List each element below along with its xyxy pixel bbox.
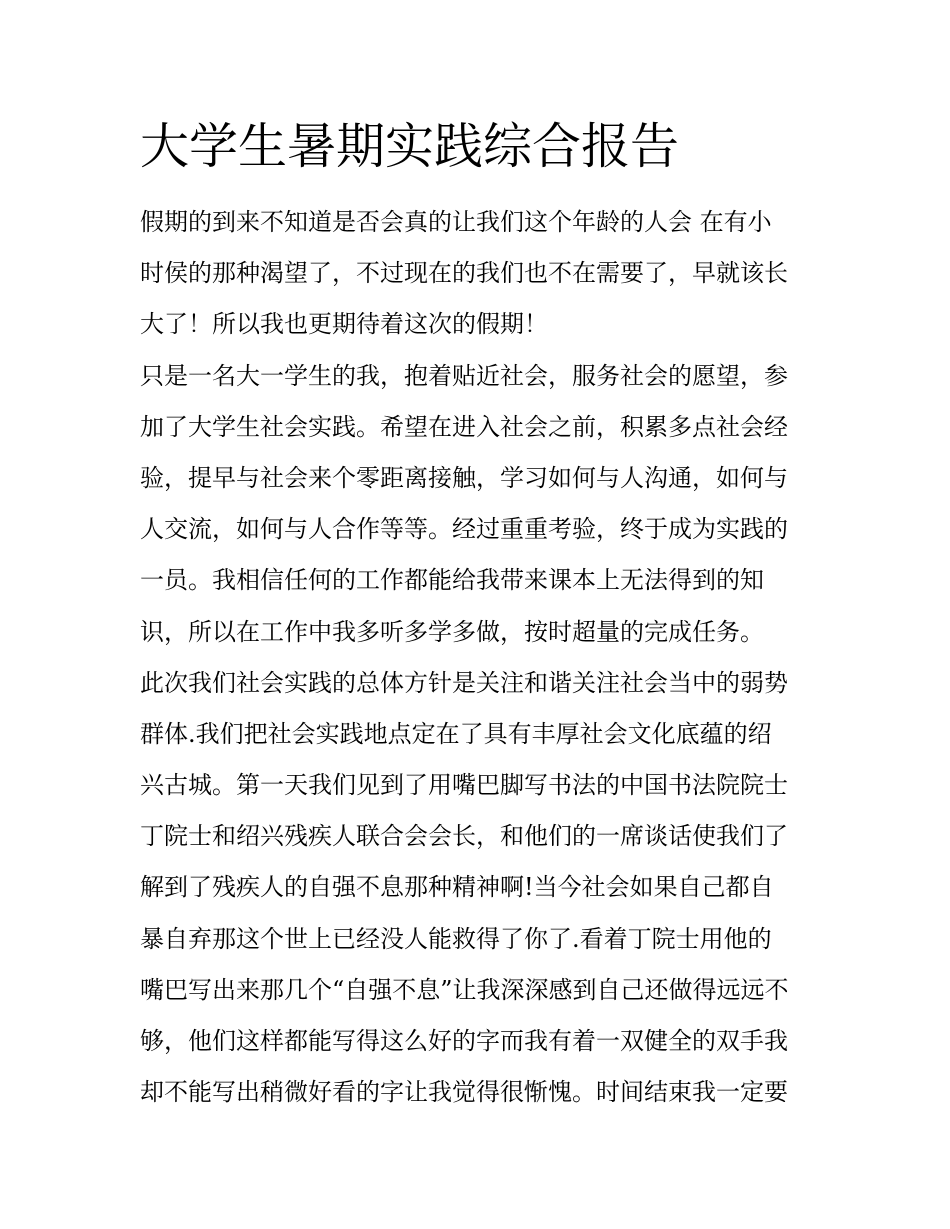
body-line: 丁院士和绍兴残疾人联合会会长，和他们的一席谈话使我们了 [140,822,788,851]
document-body [140,197,820,1118]
body-line: 时侯的那种渴望了，不过现在的我们也不在需要了，早就该长 [140,259,788,288]
body-line: 验，提早与社会来个零距离接触，学习如何与人沟通，如何与 [140,463,788,492]
body-line: 却不能写出稍微好看的字让我觉得很惭愧。时间结束我一定要 [140,1078,788,1107]
document-title: 大学生暑期实践综合报告 [140,118,680,175]
body-line: 大了！所以我也更期待着这次的假期！ [140,310,548,339]
body-line: 一员。我相信任何的工作都能给我带来课本上无法得到的知 [140,566,764,595]
body-line: 识，所以在工作中我多听多学多做，按时超量的完成任务。 [140,617,764,646]
body-line: 暴自弃那这个世上已经没人能救得了你了.看着丁院士用他的 [140,924,772,953]
body-line: 兴古城。第一天我们见到了用嘴巴脚写书法的中国书法院院士 [140,771,788,800]
body-line: 群体.我们把社会实践地点定在了具有丰厚社会文化底蕴的绍 [140,719,772,748]
body-line: 假期的到来不知道是否会真的让我们这个年龄的人会 在有小 [140,208,772,236]
body-line: 解到了残疾人的自强不息那种精神啊!当今社会如果自己都自 [140,873,774,902]
body-line: 够，他们这样都能写得这么好的字而我有着一双健全的双手我 [140,1027,788,1055]
body-line: 只是一名大一学生的我，抱着贴近社会，服务社会的愿望，参 [140,361,788,390]
body-line: 加了大学生社会实践。希望在进入社会之前，积累多点社会经 [140,412,788,441]
body-line: 人交流，如何与人合作等等。经过重重考验，终于成为实践的 [140,515,788,544]
body-line: 嘴巴写出来那几个“自强不息”让我深深感到自己还做得远远不 [140,975,789,1004]
body-line: 此次我们社会实践的总体方针是关注和谐关注社会当中的弱势 [140,668,788,697]
